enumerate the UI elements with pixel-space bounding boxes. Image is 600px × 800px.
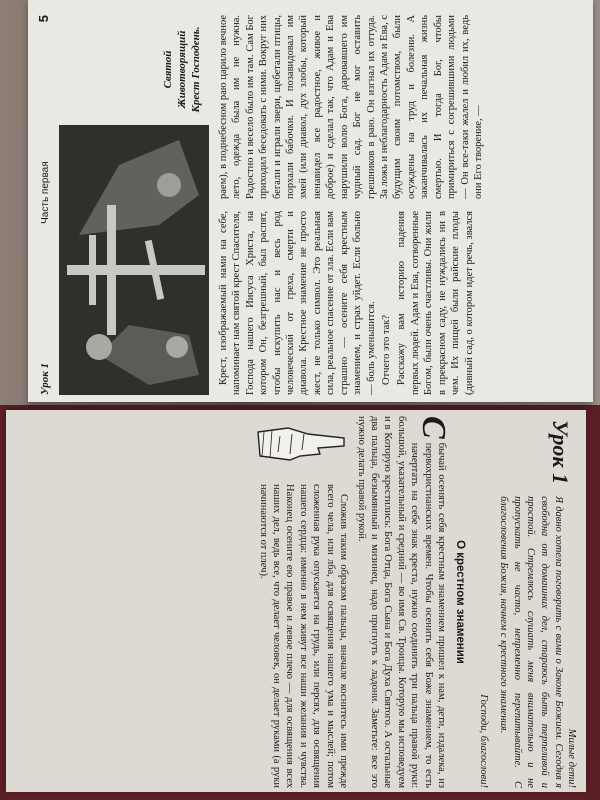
intro-text: Я давно хотела поговорить с вами о Законе Божием. Сегодня я свободна от домашних дел, стараюсь быть терпеливой и простой. Стремлюсь слушать меня внимательно и не пропускать не часто, непременно перепитывайте. С благословения Божия, начнем с крестного знамения.: [498, 496, 564, 788]
paragraph: Сложив таким образом пальцы, вначале коснитесь ими прежде всего чела, или лба, для освящения нашего ума и мыслей; потом сложенная рука опускается на грудь, или персях, для освящения нашего сердца: именно в нем живут все наши желания и чувства. Наконец осените ею правое и левое плечо — для освящения всех наших дел, ведь все, что делает человек, он делает руками (а руки начинаются от плеч).: [257, 484, 350, 788]
page-number: 5: [36, 15, 51, 23]
paragraph: бычай осенять себя крестным знамением пришел к нам, дети, издалека, из первохристианских времен. Чтобы осенить себя Боже знамением, то есть начертать на себе знак креста, нужно соединить три пальца правой руки: большой, указательный и средний — во имя Св. Троицы. Которую мы исповедуем и в Которую крестились: Бога Отца, Бога Сына и Бога Духа Святого. А остальные два пальца, безымянный и мизинец, надо пригнуть к ладони. Заметьте: все это нужно делать правой рукой.: [355, 416, 448, 788]
book-page-upper: [28, 0, 593, 402]
drop-cap: С: [415, 416, 453, 439]
icon-figure: [59, 15, 209, 395]
page-header: [36, 15, 53, 395]
intro-column: [477, 496, 578, 788]
cross-icon-image: [59, 125, 209, 395]
page-content-lower: [16, 416, 578, 788]
running-lesson-title: Урок 1: [39, 362, 51, 395]
page-content-upper: [36, 15, 581, 395]
lesson-intro-block: [477, 416, 578, 788]
paragraph: Расскажу вам историю падения первых людей. Адам и Ева, сотворенные Богом, были очень счастливы. Они жили в прекрасном саду, не нуждались ни в чем. Их пищей были райские плоды (дивный сад, о котором идет речь, звался раем), в поднебесном раю царило вечное лето, одежда была им не нужна. Радостно и весело было им там. Сам Бог приходил беседовать с ними. Вокруг них бегали и играли звери, щебетали птицы, порхали бабочки. И позавидовал им змей (или диавол, дух злобы, который ненавидел все радостное, живое и доброе) и сделал так, что Адам и Ева нарушили волю Бога, даровавшего им чудный сад. Бог не мог оставить грешников в раю. Он изгнал их оттуда. За ложь и неблагодарность Адам и Ева, с будущим своим потомством, были осуждены на труд и болезни. А заканчивалась их печальная жизнь смертью. И тогда Бог, чтобы примириться с согрешившими людьми — Он все-таки жалел и любил их, ведь они Его творение, —: [217, 15, 485, 395]
body-text: [256, 416, 453, 788]
icon-caption: Святой Животворящий Крест Господень.: [161, 26, 202, 113]
hand-illustration: [253, 416, 348, 476]
lesson-title: Урок 1: [548, 420, 573, 485]
paragraph: Крест, изображаемый нами на себе, напоминает нам святой крест Спасителя, Господа нашего Иисуса Христа, на котором Он, безгрешный, был распят, чтобы искупить нас и весь род человеческий от греха, смерти и диавола. Крестное знамение не просто жест, не только символ. Это реальная сила, реальное спасение от зла. Если вам страшно — осените себя крестным знамением, и страх уйдет. Если больно — боль уменьшится.: [217, 211, 377, 395]
intro-blessing: Господи, благослови!: [478, 694, 490, 788]
running-part-title: Часть первая: [40, 161, 51, 224]
intro-greeting: Милые дети!: [566, 728, 577, 788]
paragraph: Отчего это так?: [381, 314, 393, 385]
body-text: [217, 15, 486, 395]
section-title: О крестном знамении: [453, 540, 466, 664]
book-page-lower: [6, 410, 586, 792]
